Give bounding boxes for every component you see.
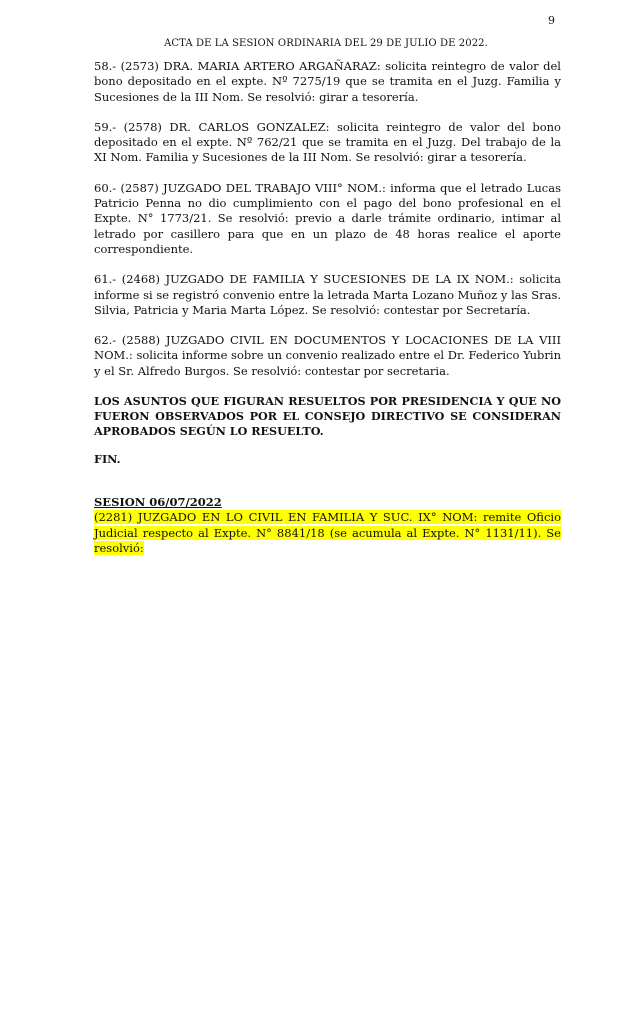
highlighted-text: (2281) JUZGADO EN LO CIVIL EN FAMILIA Y SUC. IX° NOM: remite Oficio Judicial respecto al Expte. N° 8841/18 (se acumula al Expte. N° 1131/11). Se resolvió: (94, 510, 561, 555)
agenda-item-58: 58.- (2573) DRA. MARIA ARTERO ARGAÑARAZ: solicita reintegro de valor del bono depositado en el expte. Nº 7275/19 que se tramita en el Juzg. Familia y Sucesiones de la III Nom. Se resolvió: girar a tesorería. (94, 59, 561, 104)
agenda-item-62: 62.- (2588) JUZGADO CIVIL EN DOCUMENTOS Y LOCACIONES DE LA VIII NOM.: solicita informe sobre un convenio realizado entre el Dr. Federico Yubrin y el Sr. Alfredo Burgos. Se resolvió: contestar por secretaria. (94, 333, 561, 378)
session-title: SESION 06/07/2022 (94, 495, 222, 510)
highlighted-session-item (94, 510, 561, 556)
agenda-item-59: 59.- (2578) DR. CARLOS GONZALEZ: solicita reintegro de valor del bono depositado en el expte. Nº 762/21 que se tramita en el Juzg. Del trabajo de la XI Nom. Familia y Sucesiones de la III Nom. Se resolvió: girar a tesorería. (94, 119, 561, 165)
agenda-item-61: 61.- (2468) JUZGADO DE FAMILIA Y SUCESIONES DE LA IX NOM.: solicita informe si se registró convenio entre la letrada Marta Lozano Muñoz y las Sras. Silvia, Patricia y Maria Marta López. Se resolvió: contestar por Secretaría. (94, 272, 561, 317)
document-header: ACTA DE LA SESION ORDINARIA DEL 29 DE JULIO DE 2022. (164, 38, 488, 49)
agenda-item-60: 60.- (2587) JUZGADO DEL TRABAJO VIII° NOM.: informa que el letrado Lucas Patricio Penna no dio cumplimiento con el pago del bono profesional en el Expte. N° 1773/21. Se resolvió: previo a darle trámite ordinario, intimar al letrado por casillero para que en un plazo de 48 horas realice el aporte correspondiente. (94, 180, 561, 256)
document-body (94, 59, 561, 556)
approval-notice: LOS ASUNTOS QUE FIGURAN RESUELTOS POR PRESIDENCIA Y QUE NO FUERON OBSERVADOS POR EL CONSEJO DIRECTIVO SE CONSIDERAN APROBADOS SEGÚN LO RESUELTO. (94, 394, 561, 439)
end-marker: FIN. (94, 452, 121, 467)
page-number: 9 (548, 14, 555, 27)
